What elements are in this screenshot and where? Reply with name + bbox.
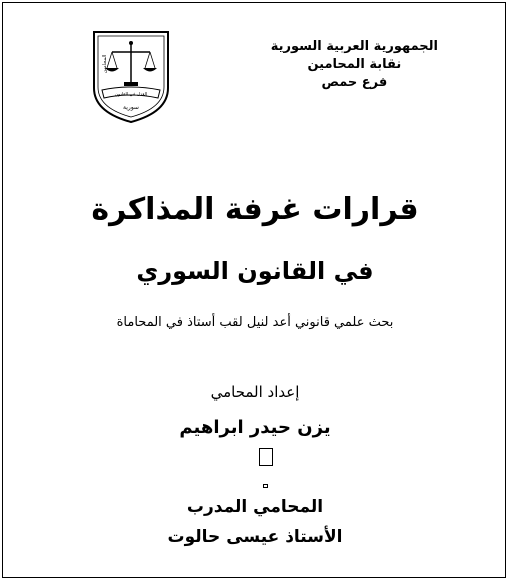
- prepared-by-label: إعداد المحامي: [210, 383, 300, 401]
- emblem-scroll-text: العدل في القانون: [114, 92, 148, 98]
- emblem-top-text: المحامين: [102, 54, 108, 74]
- emblem-bottom-text: سورية: [123, 104, 139, 111]
- trainer-name: الأستاذ عيسى حالوت: [167, 527, 343, 547]
- document-sub-title: في القانون السوري: [136, 257, 374, 285]
- trainer-label: المحامي المدرب: [186, 497, 324, 517]
- branch-name: فرع حمص: [321, 75, 388, 90]
- author-name: يزن حيدر ابراهيم: [179, 417, 331, 438]
- country-name: الجمهورية العربية السورية: [270, 39, 438, 54]
- document-main-title: قرارات غرفة المذاكرة: [91, 192, 419, 227]
- placeholder-box: [259, 448, 273, 466]
- syndicate-name: نقابة المحامين: [307, 57, 402, 72]
- header-block: [271, 38, 438, 92]
- research-description: بحث علمي قانوني أعد لنيل لقب أستاذ في المحاماة: [116, 315, 394, 330]
- bar-association-emblem-icon: [88, 26, 174, 126]
- small-box-mark: [263, 484, 268, 488]
